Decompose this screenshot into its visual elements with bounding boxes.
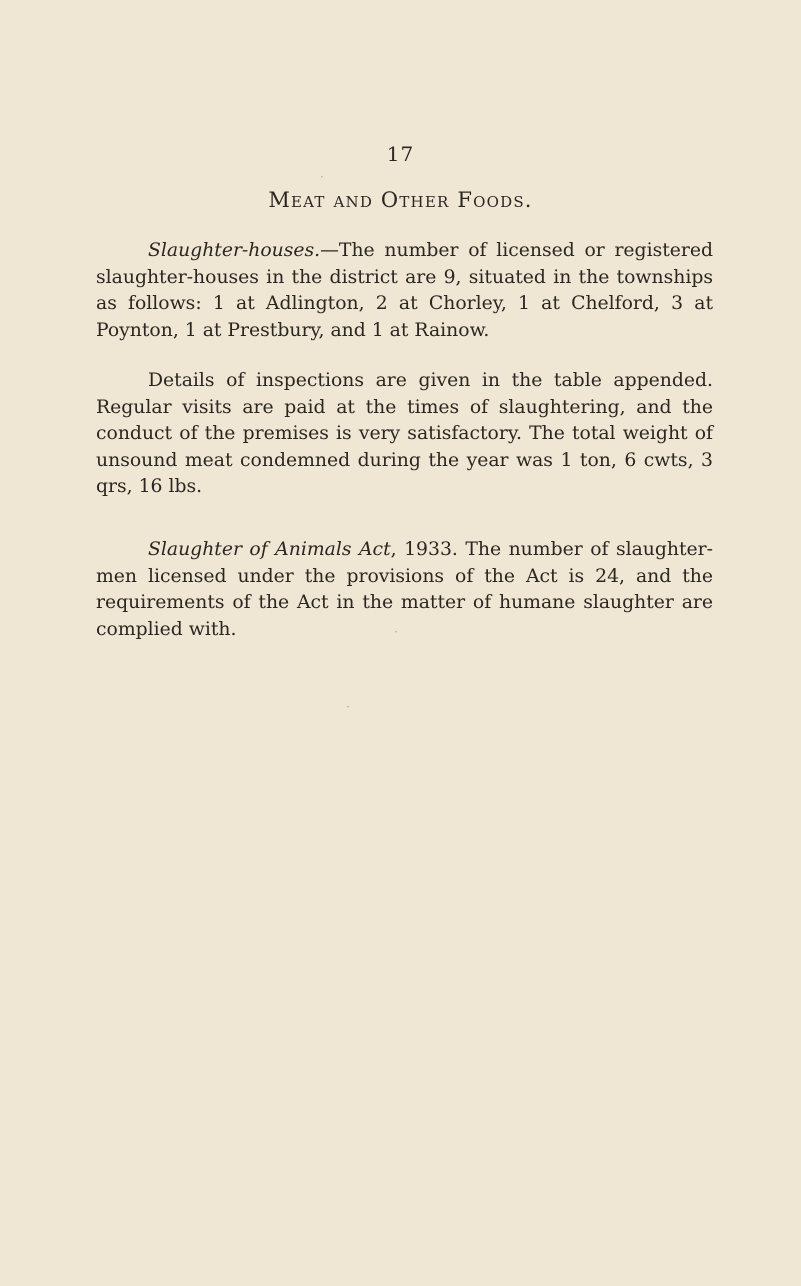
section-heading: Meat and Other Foods. — [268, 188, 533, 212]
paragraph-body-slaughter-houses: —The number of licensed or registered slaughter-houses in the district are 9, situated in the townships as follows: 1 at Adlington, 2 at Chorley, 1 at Chelford, 3 at Poynton, 1 at Prestbury, and 1 at Rainow. — [96, 240, 713, 341]
paragraph-body-inspections: Details of inspections are given in the table appended. Regular visits are paid at the times of slaughtering, and the conduct of the premises is very satisfactory. The total weight of unsound meat condemned during the year was 1 ton, 6 cwts, 3 qrs, 16 lbs. — [96, 370, 713, 498]
paragraph-inspections — [96, 368, 713, 501]
paper-speck: · — [394, 625, 398, 639]
paragraph-lead-act: Slaughter of Animals Act — [148, 539, 391, 560]
paragraph-slaughter-of-animals-act — [96, 537, 713, 643]
paper-speck: · — [346, 700, 350, 714]
paragraph-lead-slaughter-houses: Slaughter-houses. — [148, 240, 321, 261]
page-number: 17 — [386, 142, 415, 166]
paper-speck: · — [320, 170, 324, 184]
paragraph-slaughter-houses — [96, 238, 713, 344]
paragraph-body-act: , 1933. The number of slaughter-men licensed under the provisions of the Act is 24, and the requirements of the Act in the matter of humane slaughter are complied with. — [96, 539, 713, 640]
